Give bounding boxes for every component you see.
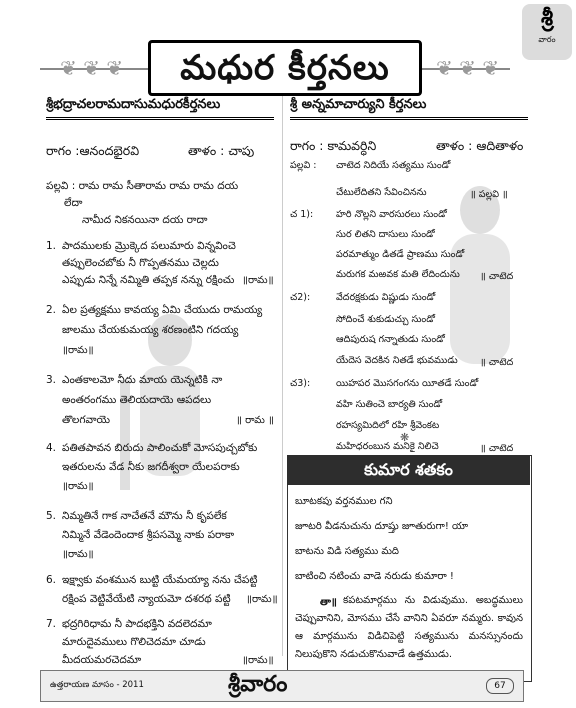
left-item-ref: ॥రామ॥	[62, 345, 94, 356]
left-item-line: ఇతరులను వేడ నీకు జగదీశ్వరా యేలపరాకు	[62, 461, 240, 473]
left-item-line: రక్షింప వెట్టివేయేటి న్యాయమో దశరథ పట్టి	[62, 593, 231, 605]
corner-logo-text: వారం	[538, 35, 556, 44]
page-number: 67	[486, 678, 514, 694]
page-title-box	[148, 40, 422, 96]
kumara-verse-line: బూటకపు వర్తనముల గని	[295, 496, 393, 507]
left-item-line: నిమ్మతినే గాక నాచేతనే మౌను నీ కృపలేక	[62, 510, 227, 522]
left-item-line: ఎప్పుడు నిన్నే నమ్మితి తప్పక నన్ను రక్షించు	[62, 274, 235, 286]
left-item-number: 6.	[46, 574, 57, 586]
left-item-number: 5.	[46, 510, 57, 522]
right-verse-text: చేటులేదితని సేవించినను	[336, 187, 427, 198]
left-item-line: జాలము చేయకుమయ్య శరణంటిని గదయ్య	[62, 324, 239, 336]
left-pallavi-line-2: లేదా	[64, 197, 83, 209]
left-item-number: 7.	[46, 618, 57, 630]
left-pallavi-line-3: నామీద నికనయినా దయ రాదా	[82, 214, 208, 226]
page-title: మధుర కీర్తనలు	[180, 48, 390, 88]
right-verse-label: పల్లవి :	[290, 160, 317, 171]
right-verse-text: వేదరక్షకుడు విష్ణుడు సుండో	[336, 292, 436, 303]
left-item-ref: ॥రామ॥	[242, 655, 274, 666]
left-raga: రాగం :ఆనందభైరవి	[46, 143, 140, 158]
left-item-ref: ॥రామ॥	[242, 275, 274, 286]
left-pallavi-line-1: పల్లవి : రామ రామ సీతారామ రామ రామ దయ	[46, 180, 239, 192]
column-divider	[282, 96, 283, 656]
left-item-ref: ॥ రామ ॥	[236, 415, 274, 426]
right-verse-text: యేదెస వెదకిన నితడే భువముడు	[336, 355, 458, 366]
right-verse-text: మరుగక మఱవక మతి లేదిందును	[336, 269, 460, 280]
right-verse-ref: ॥ చాటెద	[480, 271, 514, 282]
left-item-number: 2.	[46, 304, 57, 316]
right-verse-text: పరమాత్ముం డితడే ప్రాణము సుండో	[336, 249, 465, 260]
right-verse-ref: ॥ చాటెద	[480, 443, 514, 454]
left-item-line: తొలగవాయె	[62, 414, 110, 426]
right-verse-text: చాటెద నిదియే సత్యము సుండో	[336, 160, 451, 171]
right-verse-text: రహస్యమిదిలో రహి శ్రీవెంకట	[336, 420, 440, 431]
footer-logo: శ్రీవారం	[228, 672, 288, 697]
left-item-line: పతితపావన బిరుదు పాలించుకో మోసపుచ్చబోకు	[62, 442, 258, 454]
left-heading: శ్రీభద్రాచలరామదాసుమధురకీర్తనలు	[46, 97, 274, 120]
right-verse-text: సోదించే శుకుడుచ్చు సుండో	[336, 314, 435, 325]
left-item-line: అంతరంగము తెలియదాయె ఆపదలు	[62, 394, 212, 406]
right-verse-label: చ3):	[290, 378, 311, 389]
right-flourish: ❦ ❦ ❦	[436, 56, 499, 80]
left-item-number: 4.	[46, 442, 57, 454]
left-flourish: ❦ ❦ ❦	[60, 56, 123, 80]
left-item-line: పాదములకు మ్రొక్కెద పలుమారు విన్నవించె	[62, 240, 236, 252]
left-item-line: ఏల ప్రత్యక్షము కావయ్య ఏమి చేయుదు రామయ్య	[62, 304, 263, 316]
footer-issue: ఉత్తరాయణ మాసం - 2011	[50, 680, 144, 690]
left-item-number: 3.	[46, 374, 57, 386]
left-item-line: భద్రగిరిధామ నీ పాదభక్తిని వదలెదమా	[62, 618, 212, 630]
right-verse-ref: ॥ పల్లవి ॥	[470, 189, 508, 200]
kumara-verse-line: బాటను విడి సత్యము మది	[295, 546, 399, 557]
left-item-line: నిమ్మినే వేడెందెందాక శ్రీపసమ్మె నాకు పరాకా	[62, 529, 235, 541]
right-verse-text: మహిధరంబున మనికై నిలిచె	[336, 441, 439, 452]
left-item-line: తప్పులెంచబోకు నీ గొప్పతనము చెల్లదు	[62, 257, 219, 269]
right-verse-label: చ 1):	[290, 209, 314, 220]
left-item-line: ఎంతకాలమో నీదు మాయ యెన్నటికి నా	[62, 374, 223, 386]
corner-logo-mark: శ్రీ	[540, 6, 554, 31]
right-raga: రాగం : కామవర్ధిని	[290, 138, 377, 153]
left-item-line: మీదయమరచెదమా	[62, 654, 142, 666]
left-tala: తాళం : చాపు	[188, 143, 255, 158]
right-verse-text: ఆదిపురుష గన్నాతుడు సుండో	[336, 334, 445, 345]
right-verse-text: యిహపర మొసగంగను యీతడే సుండో	[336, 378, 479, 389]
left-item-line: మారుదైవములు గొలిచెదమా చూడు	[62, 636, 206, 648]
kumara-verse-line: బాటించి నటించు వాడె నరుడు కుమారా !	[295, 571, 454, 582]
right-verse-ref: ॥ చాటెద	[480, 357, 514, 368]
kumara-title: కుమార శతకం	[287, 455, 530, 485]
right-verse-label: చ2):	[290, 292, 311, 303]
kumara-verse-line: జూటరి వీడనుచును దూష్తు జూతురుగా! యా	[295, 521, 469, 532]
left-item-number: 1.	[46, 240, 57, 252]
left-item-ref: ॥రామ॥	[246, 594, 278, 605]
left-item-ref: ॥రామ॥	[62, 481, 94, 492]
right-verse-text: సుర లితని దాసులు సుండో	[336, 229, 435, 240]
right-verse-text: హరి నొల్లని వారసురలు సుండో	[336, 209, 447, 220]
right-heading: శ్రీ అన్నమాచార్యుని కీర్తనలు	[290, 97, 528, 120]
right-verse-text: వహి సుతించె బార్యతి సుండో	[336, 399, 443, 410]
kumara-meaning-label: తా॥	[320, 597, 337, 608]
star-ornament: ❋	[400, 431, 410, 444]
left-item-line: ఇక్ష్వాకు వంశమున బుట్టి యేమయ్యా నను చేపట్టి	[62, 574, 258, 586]
kumara-meaning: కపటమార్గము ను విడువుము. అబద్ధములు చెప్పువానిని, మోసము చేసే వానిని ఏవరూ నమ్మరు. కావున ఆ మార్గమును విడిచిపెట్టి సత్యమును మనస్సునందు నిలుపుకొని నడుచుకొనువాడే ఉత్తముడు.	[295, 595, 523, 660]
left-item-ref: ॥రామ॥	[62, 549, 94, 560]
right-tala: తాళం : ఆదితాళం	[436, 138, 524, 153]
corner-logo	[522, 4, 572, 60]
